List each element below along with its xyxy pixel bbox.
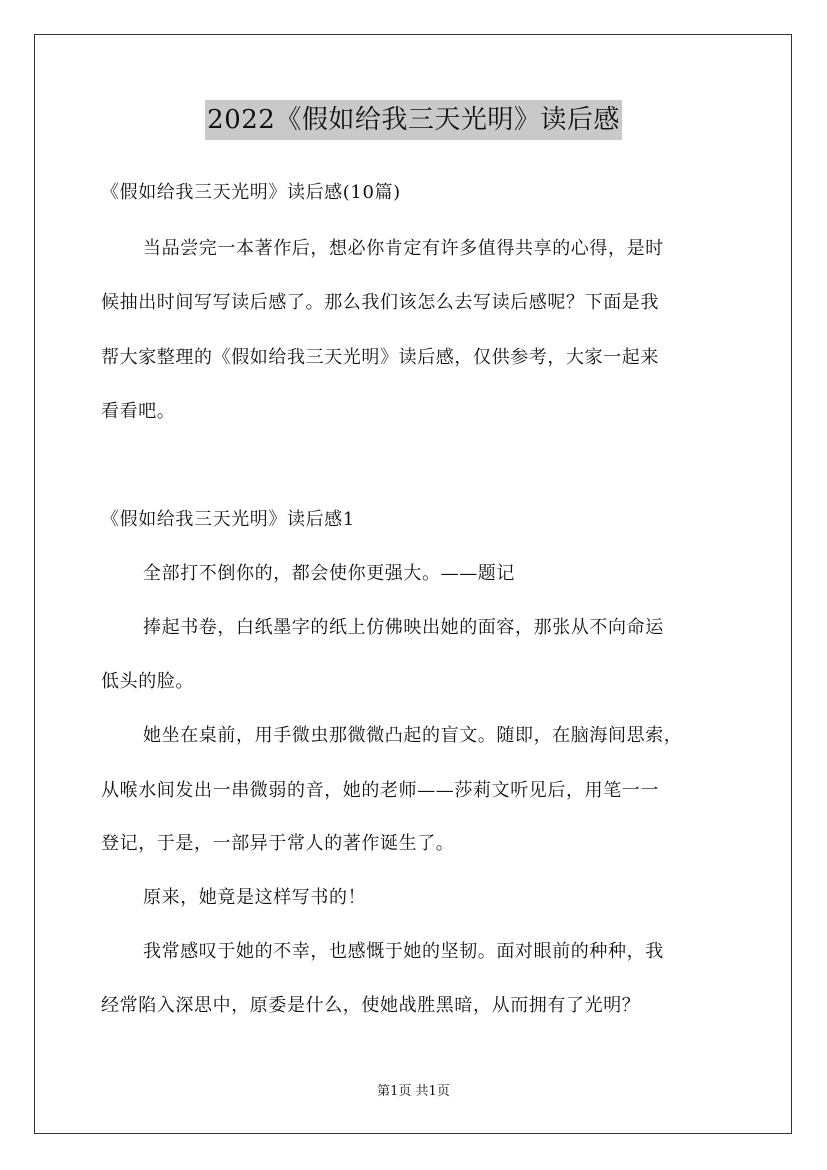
paragraph-line: 低头的脸。 xyxy=(101,671,194,692)
paragraph-line: 从喉水间发出一串微弱的音，她的老师——莎莉文听见后，用笔一一 xyxy=(101,780,659,801)
section-heading: 《假如给我三天光明》读后感1 xyxy=(101,509,355,530)
paragraph-line: 她坐在桌前，用手微虫那微微凸起的盲文。随即，在脑海间思索， xyxy=(143,725,683,746)
paragraph-line: 捧起书卷，白纸墨字的纸上仿佛映出她的面容，那张从不向命运 xyxy=(143,617,664,638)
paragraph-line: 原来，她竟是这样写书的！ xyxy=(143,887,367,908)
title-container xyxy=(0,100,827,140)
paragraph-line: 帮大家整理的《假如给我三天光明》读后感，仅供参考，大家一起来 xyxy=(101,347,659,368)
paragraph-line: 全部打不倒你的，都会使你更强大。——题记 xyxy=(143,563,515,584)
page-number-footer: 第1页 共1页 xyxy=(377,1084,450,1099)
paragraph-line: 候抽出时间写写读后感了。那么我们该怎么去写读后感呢？下面是我 xyxy=(101,292,659,313)
paragraph-line: 看看吧。 xyxy=(101,401,176,422)
paragraph-line: 我常感叹于她的不幸，也感慨于她的坚韧。面对眼前的种种，我 xyxy=(143,941,664,962)
subtitle-line: 《假如给我三天光明》读后感(10篇) xyxy=(101,182,401,203)
document-title: 2022《假如给我三天光明》读后感 xyxy=(205,100,622,140)
paragraph-line: 登记，于是，一部异于常人的著作诞生了。 xyxy=(101,833,455,854)
paragraph-line: 当品尝完一本著作后，想必你肯定有许多值得共享的心得，是时 xyxy=(143,238,664,259)
paragraph-line: 经常陷入深思中，原委是什么，使她战胜黑暗，从而拥有了光明？ xyxy=(101,995,641,1016)
